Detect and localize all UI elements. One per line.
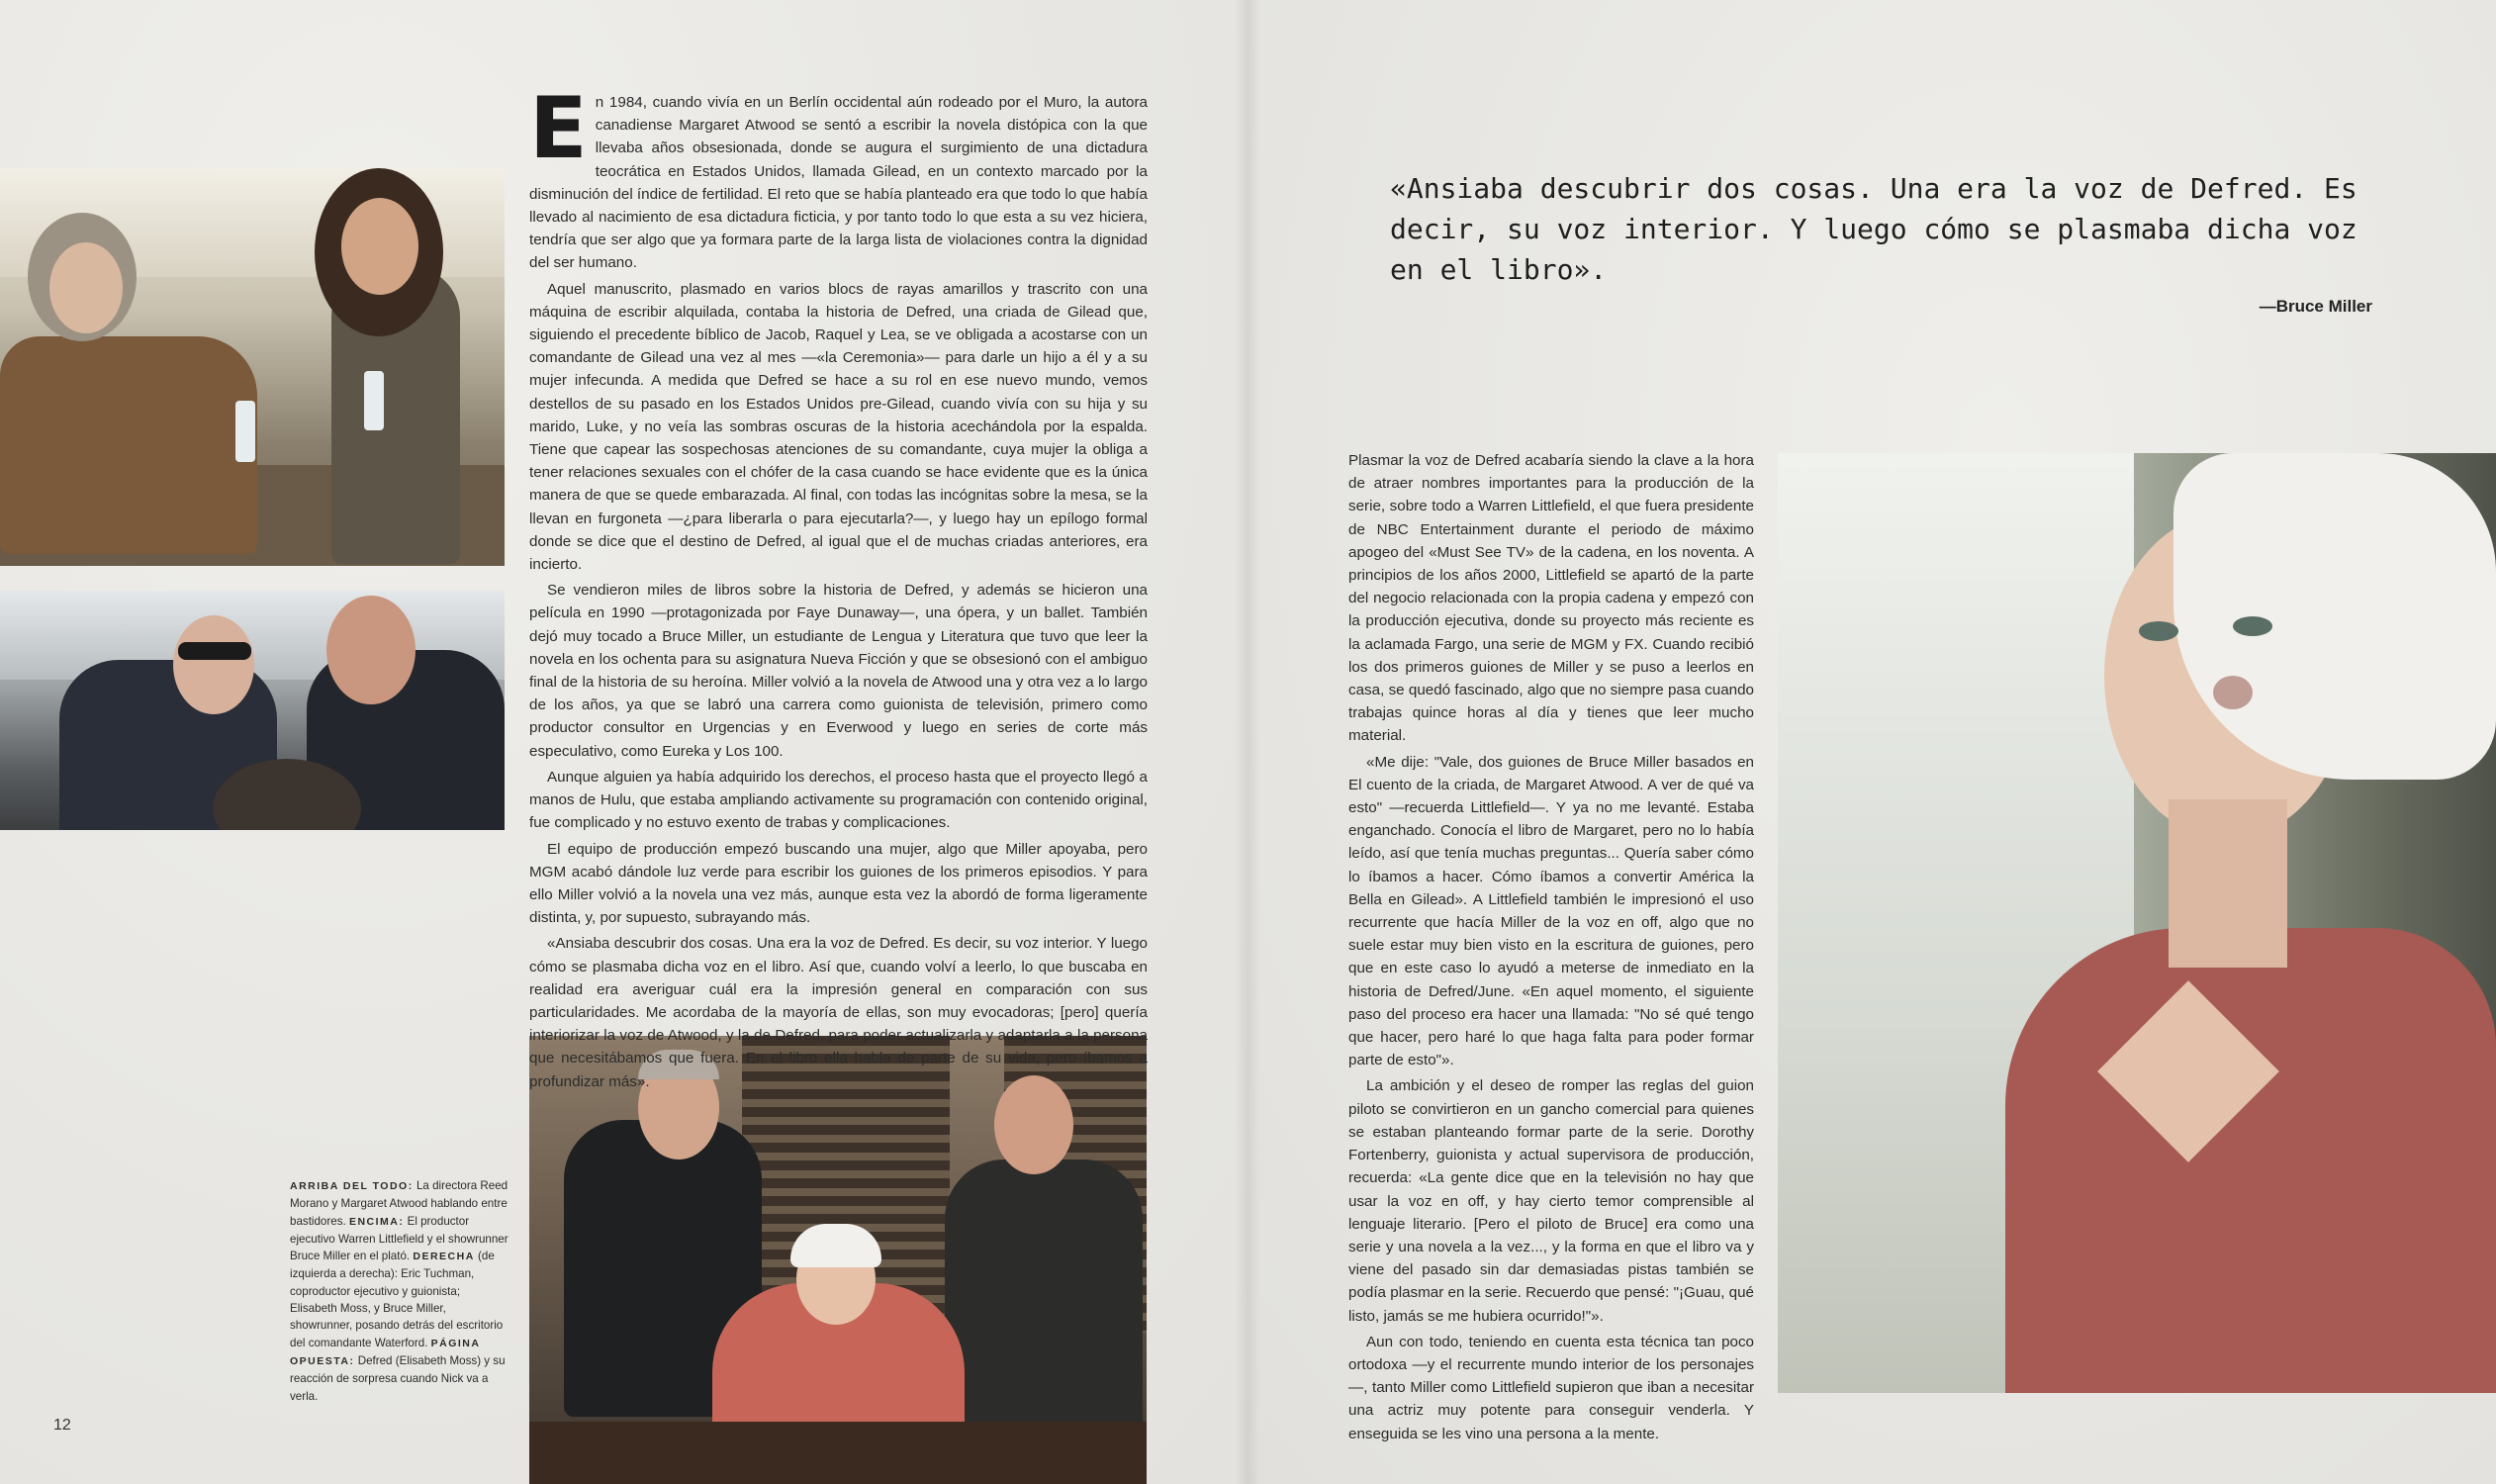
pull-quote-author: —Bruce Miller <box>2259 297 2372 316</box>
paragraph: Se vendieron miles de libros sobre la historia de Defred, y además se hicieron una película en 1990 —protagonizada por Faye Dunaway—, una ópera, y un ballet. También dejó muy tocado a Bruce Miller, un estudiante de Lengua y Literatura que tuvo que leer la novela en los ochenta para su asignatura Nueva Ficción y que se obsesionó con el ambiguo final de la historia de su heroína. Miller volvió a la novela de Atwood una y otra vez a lo largo de los años, ya que se labró una carrera como guionista de televisión, primero como productor consultor en Urgencias y en Everwood y luego en series de corte más especulativo, como Eureka y Los 100. <box>529 582 1148 760</box>
photo-tuchman-moss-miller <box>529 1036 1147 1484</box>
paragraph: «Me dije: "Vale, dos guiones de Bruce Miller basados en El cuento de la criada, de Margaret Atwood. A ver de qué va esto" —recuerda Littlefield—. Y ya no me levanté. Estaba enganchado. Conocía el libro de Margaret, pero no lo había leído, así que tenía muchas preguntas... Quería saber cómo lo íbamos a hacer. Cómo íbamos a convertir América la Bella en Gilead». A Littlefield también le impresionó el uso recurrente que hacía Miller de la voz en off, algo que no suele estar muy bien visto en la escritura de guiones, pero que en este caso lo ayudó a meterse de inmediato en la historia de Defred/June. «En aquel momento, el siguiente paso del proceso era hacer una llamada: "No sé qué tengo que hacer, pero haré lo que haga falta para poder formar parte de esto"». <box>1348 753 1754 1069</box>
body-column-right <box>1348 449 1754 1448</box>
paragraph: «Ansiaba descubrir dos cosas. Una era la voz de Defred. Es decir, su voz interior. Y luego cómo se plasmaba dicha voz en el libro. Así que, cuando volví a leerlo, lo que buscaba en realidad era averiguar cuál era la impresión general en comparación con sus particularidades. Me acordaba de la mayoría de ellas, son muy evocadoras; [pero] quería interiorizar la voz de Atwood, y la de Defred, para poder actualizarla y adaptarla a la persona que necesitábamos que fuera. En el libro ella habla de parte de su vida, pero íbamos a profundizar más». <box>529 935 1148 1090</box>
paragraph: La ambición y el deseo de romper las reglas del guion piloto se convirtieron en un gancho comercial para quienes se estaban planteando formar parte de la serie. Dorothy Fortenberry, guionista y actual supervisora de producción, recuerda: «La gente dice que en la televisión no hay que usar la voz en off, y hay cierto temor comprensible al lenguaje literario. [Pero el piloto de Bruce] era como una serie y una novela a la vez..., y la forma en que el libro va y viene del pasado sin dar demasiadas pistas también se podía plasmar en la serie. Recuerdo que pensé: "¡Guau, qué listo, jamás se me hubiera ocurrido!"». <box>1348 1077 1754 1325</box>
body-column-left <box>529 79 1148 1096</box>
drop-cap: E <box>529 79 588 178</box>
photo-littlefield-miller <box>0 591 505 830</box>
photo-atwood-morano <box>0 168 505 566</box>
caption-label: DERECHA <box>413 1251 475 1263</box>
paragraph: Plasmar la voz de Defred acabaría siendo la clave a la hora de atraer nombres importantes para la producción de la serie, sobre todo a Warren Littlefield, el que fuera presidente de NBC Entertainment durante el periodo de máximo apogeo del «Must See TV» de la cadena, en los noventa. A principios de los años 2000, Littlefield se apartó de la parte del negocio relacionada con la propia cadena y empezó con la producción ejecutiva, donde su proyecto más reciente es la aclamada Fargo, una serie de MGM y FX. Cuando recibió los dos primeros guiones de Miller y se puso a leerlos en casa, se quedó fascinado, algo que no siempre pasa cuando trabajas quince horas al día y tienes que leer mucho material. <box>1348 452 1754 745</box>
paragraph: Aunque alguien ya había adquirido los derechos, el proceso hasta que el proyecto llegó a manos de Hulu, que estaba ampliando activamente su programación con contenido original, fue complicado y no estuvo exento de trabas y complicaciones. <box>529 768 1148 832</box>
paragraph: Aquel manuscrito, plasmado en varios blocs de rayas amarillos y trascrito con una máquina de escribir alquilada, contaba la historia de Defred, una criada de Gilead que, siguiendo el precedente bíblico de Jacob, Raquel y Lea, se ve obligada a acostarse con un comandante de Gilead una vez al mes —«la Ceremonia»— para darle un hijo a él y a su mujer infecunda. A medida que Defred se hace a su rol en ese nuevo mundo, vemos destellos de su pasado en los Estados Unidos pre-Gilead, cuando vivía con su hija y su marido, Luke, y no veía las sombras oscuras de la historia acechándola por la espalda. Tiene que capear las sospechosas atenciones de su comandante, cuya mujer la obliga a tener relaciones sexuales con el chófer de la casa cuando se hace evidente que es la única manera de que se quede embarazada. Al final, con todas las incógnitas sobre la mesa, se la llevan en furgoneta —¿para liberarla o para ejecutarla?—, y luego hay un epílogo formal donde se dice que el destino de Defred, al igual que el de muchas criadas anteriores, era incierto. <box>529 280 1148 574</box>
paragraph: El equipo de producción empezó buscando una mujer, algo que Miller apoyaba, pero MGM acabó dándole luz verde para escribir los guiones de los primeros episodios. Y para ello Miller volvió a la novela una vez más, aunque esta vez la abordó de forma ligeramente distinta, y, por supuesto, subrayando más. <box>529 840 1148 927</box>
pull-quote: «Ansiaba descubrir dos cosas. Una era la voz de Defred. Es decir, su voz interior. Y luego cómo se plasmaba dicha voz en el libro». <box>1390 172 2357 286</box>
photo-defred-closeup <box>1778 453 2496 1393</box>
paragraph: En 1984, cuando vivía en un Berlín occidental aún rodeado por el Muro, la autora canadiense Margaret Atwood se sentó a escribir la novela distópica con la que llevaba años obsesionada, donde se augura el surgimiento de una dictadura teocrática en Estados Unidos, llamada Gilead, en un contexto marcado por la disminución del índice de fertilidad. El reto que se había planteado era que todo lo que había llevado al nacimiento de esa dictadura ficticia, y por tanto todo lo que esta a su vez hiciera, tendría que ser algo que ya formara parte de la larga lista de violaciones contra la dignidad del ser humano. <box>529 79 1148 272</box>
caption-label: ENCIMA: <box>348 1215 405 1228</box>
photo-caption: ARRIBA DEL TODO: La directora Reed Morano y Margaret Atwood hablando entre bastidores. ENCIMA: El productor ejecutivo Warren Littlefield y el showrunner Bruce Miller en el plató. DERECHA (de izquierda a derecha): Eric Tuchman, coproductor ejecutivo y guionista; Elisabeth Moss, y Bruce Miller, showrunner, posando detrás del escritorio del comandante Waterford. PÁGINA OPUESTA: Defred (Elisabeth Moss) y su reacción de sorpresa cuando Nick va a verla. <box>290 1179 508 1403</box>
paragraph: Aun con todo, teniendo en cuenta esta técnica tan poco ortodoxa —y el recurrente mundo interior de los personajes—, tanto Miller como Littlefield supieron que iban a necesitar una actriz muy potente para conseguir venderla. Y enseguida se les vino una persona a la mente. <box>1348 1333 1754 1442</box>
caption-label: PÁGINA OPUESTA: <box>290 1337 481 1367</box>
page-number: 12 <box>53 1417 71 1434</box>
caption-label: ARRIBA DEL TODO: <box>290 1180 414 1192</box>
book-gutter <box>1235 0 1260 1484</box>
